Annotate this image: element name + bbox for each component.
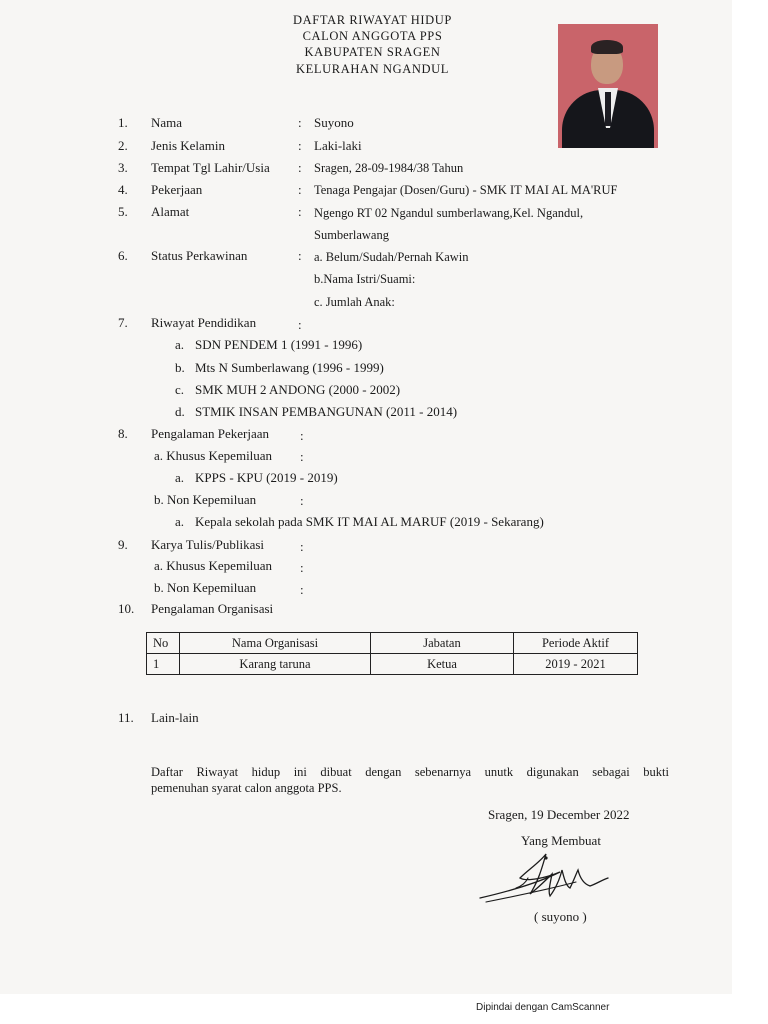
field-value-job: Tenaga Pengajar (Dosen/Guru) - SMK IT MAI AL MA'RUF (314, 183, 618, 197)
field-label-nama: Nama (151, 115, 183, 130)
field-separator: : (298, 138, 302, 153)
education-item: STMIK INSAN PEMBANGUNAN (2011 - 2014) (195, 404, 458, 419)
field-separator: : (298, 160, 302, 175)
signer-name: ( suyono ) (534, 909, 587, 924)
field-label-birth: Tempat Tgl Lahir/Usia (151, 160, 270, 175)
field-value-nama: Suyono (314, 115, 354, 130)
list-marker: b. (175, 360, 185, 375)
cell-position: Ketua (371, 654, 514, 675)
education-item: SMK MUH 2 ANDONG (2000 - 2002) (195, 382, 401, 397)
field-separator: : (300, 428, 304, 443)
education-item: SDN PENDEM 1 (1991 - 1996) (195, 337, 363, 352)
doc-title-line-1: DAFTAR RIWAYAT HIDUP (293, 13, 452, 27)
list-marker: a. (175, 470, 185, 485)
field-number: 6. (118, 248, 128, 263)
work-label: Pengalaman Pekerjaan (151, 426, 270, 441)
doc-title-line-4: KELURAHAN NGANDUL (296, 62, 449, 76)
field-number: 1. (118, 115, 128, 130)
statement-line-1: Daftar Riwayat hidup ini dibuat dengan sebenarnya unutk digunakan sebagai bukti (151, 765, 669, 779)
writing-sub-election: a. Khusus Kepemiluan (154, 558, 273, 573)
field-number: 8. (118, 426, 128, 441)
field-value-gender: Laki-laki (314, 138, 362, 153)
education-item: Mts N Sumberlawang (1996 - 1999) (195, 360, 384, 375)
field-value-address: Ngengo RT 02 Ngandul sumberlawang,Kel. Ngandul, (314, 206, 584, 220)
organization-label: Pengalaman Organisasi (151, 601, 274, 616)
field-label-address: Alamat (151, 204, 190, 219)
field-value-address-line2: Sumberlawang (314, 228, 389, 242)
field-number: 5. (118, 204, 128, 219)
field-number: 10. (118, 601, 135, 616)
field-separator: : (300, 539, 304, 554)
cell-org-name: Karang taruna (180, 654, 371, 675)
field-number: 9. (118, 537, 128, 552)
place-date: Sragen, 19 December 2022 (488, 807, 630, 822)
field-separator: : (300, 493, 304, 508)
field-number: 7. (118, 315, 128, 330)
work-sub-election: a. Khusus Kepemiluan (154, 448, 273, 463)
col-header-period: Periode Aktif (514, 633, 638, 654)
field-separator: : (300, 449, 304, 464)
cell-no: 1 (147, 654, 180, 675)
work-item: Kepala sekolah pada SMK IT MAI AL MARUF (2019 - Sekarang) (195, 514, 544, 529)
profile-photo (558, 24, 658, 148)
statement-line-2: pemenuhan syarat calon anggota PPS. (151, 781, 342, 795)
field-value-marital: a. Belum/Sudah/Pernah Kawin (314, 250, 469, 264)
field-number: 2. (118, 138, 128, 153)
field-value-spouse: b.Nama Istri/Suami: (314, 272, 416, 286)
education-label: Riwayat Pendidikan (151, 315, 257, 330)
table-row (147, 654, 638, 675)
col-header-position: Jabatan (371, 633, 514, 654)
field-label-gender: Jenis Kelamin (151, 138, 226, 153)
field-separator: : (298, 182, 302, 197)
field-label-job: Pekerjaan (151, 182, 203, 197)
col-header-org-name: Nama Organisasi (180, 633, 371, 654)
handwritten-signature (476, 848, 616, 910)
field-label-marital: Status Perkawinan (151, 248, 248, 263)
table-header-row (147, 633, 638, 654)
other-label: Lain-lain (151, 710, 199, 725)
organization-table (146, 632, 638, 675)
field-number: 4. (118, 182, 128, 197)
col-header-no: No (147, 633, 180, 654)
field-separator: : (298, 115, 302, 130)
list-marker: c. (175, 382, 185, 397)
list-marker: a. (175, 337, 185, 352)
field-number: 11. (118, 710, 134, 725)
field-separator: : (298, 317, 302, 332)
field-separator: : (300, 582, 304, 597)
list-marker: d. (175, 404, 185, 419)
field-value-birth: Sragen, 28-09-1984/38 Tahun (314, 161, 464, 175)
field-separator: : (298, 248, 302, 263)
scanner-watermark: Dipindai dengan CamScanner (476, 1002, 610, 1013)
writing-label: Karya Tulis/Publikasi (151, 537, 265, 552)
list-marker: a. (175, 514, 185, 529)
doc-title-line-2: CALON ANGGOTA PPS (302, 29, 443, 43)
field-separator: : (300, 560, 304, 575)
field-value-children: c. Jumlah Anak: (314, 295, 395, 309)
field-number: 3. (118, 160, 128, 175)
writing-sub-non-election: b. Non Kepemiluan (154, 580, 257, 595)
doc-title-line-3: KABUPATEN SRAGEN (304, 45, 441, 59)
maker-label: Yang Membuat (521, 833, 601, 848)
cell-period: 2019 - 2021 (514, 654, 638, 675)
field-separator: : (298, 204, 302, 219)
work-sub-non-election: b. Non Kepemiluan (154, 492, 257, 507)
work-item: KPPS - KPU (2019 - 2019) (195, 470, 338, 485)
